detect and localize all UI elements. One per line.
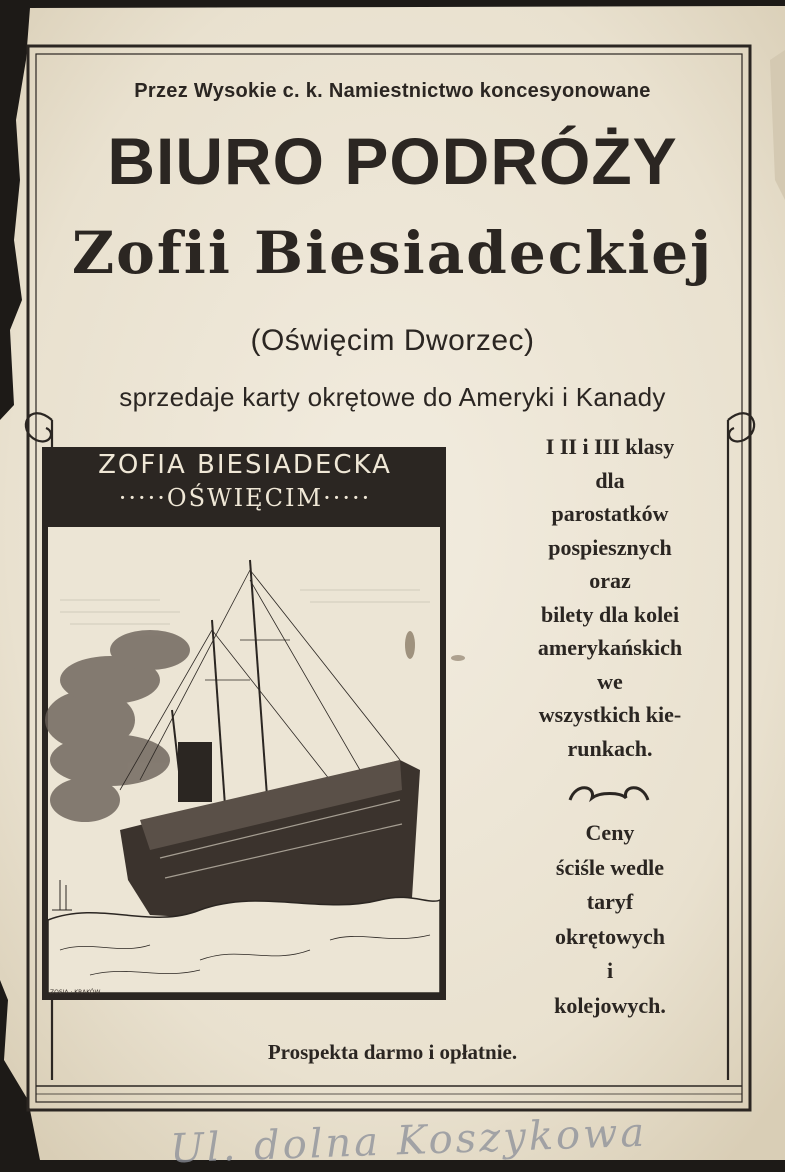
features-line: runkach. xyxy=(567,735,653,761)
ship-funnel xyxy=(178,742,212,802)
features-line: oraz xyxy=(589,568,631,593)
features-line: we xyxy=(597,668,623,694)
prices-line: kolejowych. xyxy=(554,992,666,1018)
features-line: I II i III klasy xyxy=(545,434,675,459)
illustration-header-name: ZOFIA BIESIADECKA xyxy=(98,450,392,480)
illustration-header-town: ·····OŚWIĘCIM····· xyxy=(118,484,372,512)
authority-line: Przez Wysokie c. k. Namiestnictwo koncesyonowane xyxy=(134,80,651,102)
artist-signature: ZOSIA · KRAKÓW xyxy=(50,989,101,996)
owner-name: Zofii Biesiadeckiej xyxy=(71,219,714,287)
stain xyxy=(405,631,415,659)
brochures-note: Prospekta darmo i opłatnie. xyxy=(267,1040,518,1064)
office-location: (Oświęcim Dworzec) xyxy=(250,324,535,357)
handwritten-note: Ul. dolna Koszykowa xyxy=(169,1109,648,1172)
sells-statement: sprzedaje karty okrętowe do Ameryki i Kanady xyxy=(119,382,666,412)
features-line: dla xyxy=(595,467,625,493)
prices-list xyxy=(470,816,750,1023)
features-list xyxy=(470,430,750,765)
ship-illustration xyxy=(42,447,446,1000)
features-line: pospiesznych xyxy=(548,534,672,560)
features-line: amerykańskich xyxy=(537,635,683,660)
prices-line: i xyxy=(606,958,614,983)
page-title: BIURO PODRÓŻY xyxy=(107,124,678,198)
features-line: parostatków xyxy=(551,501,669,526)
prices-line: taryf xyxy=(586,889,634,914)
prices-line: okrętowych xyxy=(555,923,665,949)
features-line: wszystkich kie- xyxy=(538,702,682,727)
prices-line: Ceny xyxy=(585,820,635,845)
prices-line: ściśle wedle xyxy=(555,854,665,880)
features-line: bilety dla kolei xyxy=(540,601,680,627)
